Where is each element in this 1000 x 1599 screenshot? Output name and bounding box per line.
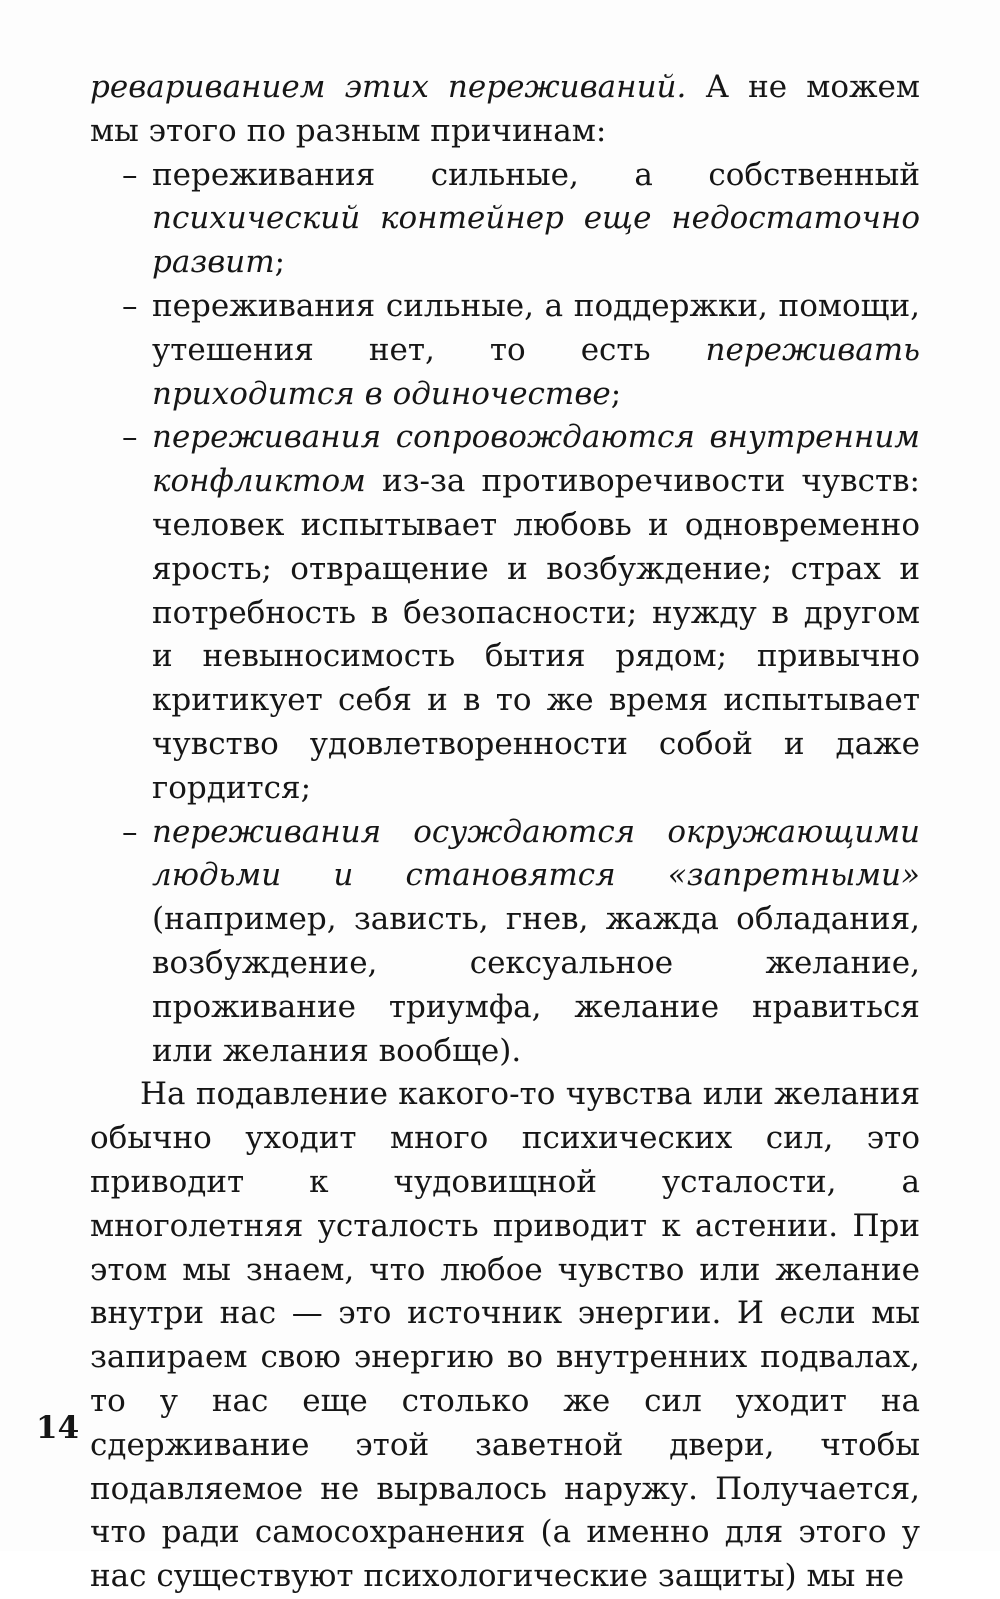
intro-italic: ревариванием этих переживаний. <box>90 69 687 105</box>
list-dash: – <box>122 813 138 850</box>
list-item <box>90 416 920 810</box>
item-text-tail: из-за противоречивости чувств: человек испытывает любовь и одновременно ярость; отвращение и возбуждение; страх и потребность в безопасности; нужду в другом и невыносимость бытия рядом; привычно критикует себя и в то же время испытывает чувство удовлетворенности собой и даже гордится; <box>152 463 920 806</box>
reasons-list <box>90 154 920 1074</box>
item-text-tail: (например, зависть, гнев, жажда обладания, возбуждение, сексуальное желание, проживание триумфа, желание нравиться или желания вообще). <box>152 901 920 1069</box>
page-number: 14 <box>36 1410 80 1446</box>
item-emphasis: переживания сопровождаются внутренним конфликтом <box>152 419 920 500</box>
main-paragraph: На подавление какого-то чувства или желания обычно уходит много психических сил, это приводит к чудовищной усталости, а многолетняя усталость приводит к астении. При этом мы знаем, что любое чувство или желание внутри нас — это источник энергии. И если мы запираем свою энергию во внутренних подвалах, то у нас еще столько же сил уходит на сдерживание этой заветной двери, чтобы подавляемое не вырвалось наружу. Получается, что ради самосохранения (а именно для этого у нас существуют психологические защиты) мы не <box>90 1076 920 1595</box>
item-text: переживания сильные, а собственный <box>152 156 920 193</box>
list-dash: – <box>122 287 138 324</box>
item-emphasis: переживания осуждаются окружающими людьми и становятся «запретными» <box>152 813 920 894</box>
item-text-tail: ; <box>610 375 622 412</box>
list-dash: – <box>122 156 138 193</box>
item-emphasis: психический контейнер еще недостаточно развит <box>152 200 920 281</box>
item-emphasis: переживать приходится в одиночестве <box>152 331 920 412</box>
body-text <box>90 66 920 1599</box>
list-item <box>90 811 920 1074</box>
list-dash: – <box>122 419 138 456</box>
list-item <box>90 285 920 416</box>
item-text: переживания сильные, а поддержки, помощи, утешения нет, то есть <box>152 287 920 368</box>
list-item <box>90 154 920 285</box>
intro-line <box>90 66 920 154</box>
item-text-tail: ; <box>274 244 286 281</box>
intro-rest: А не можем мы этого по разным причинам: <box>90 69 920 149</box>
